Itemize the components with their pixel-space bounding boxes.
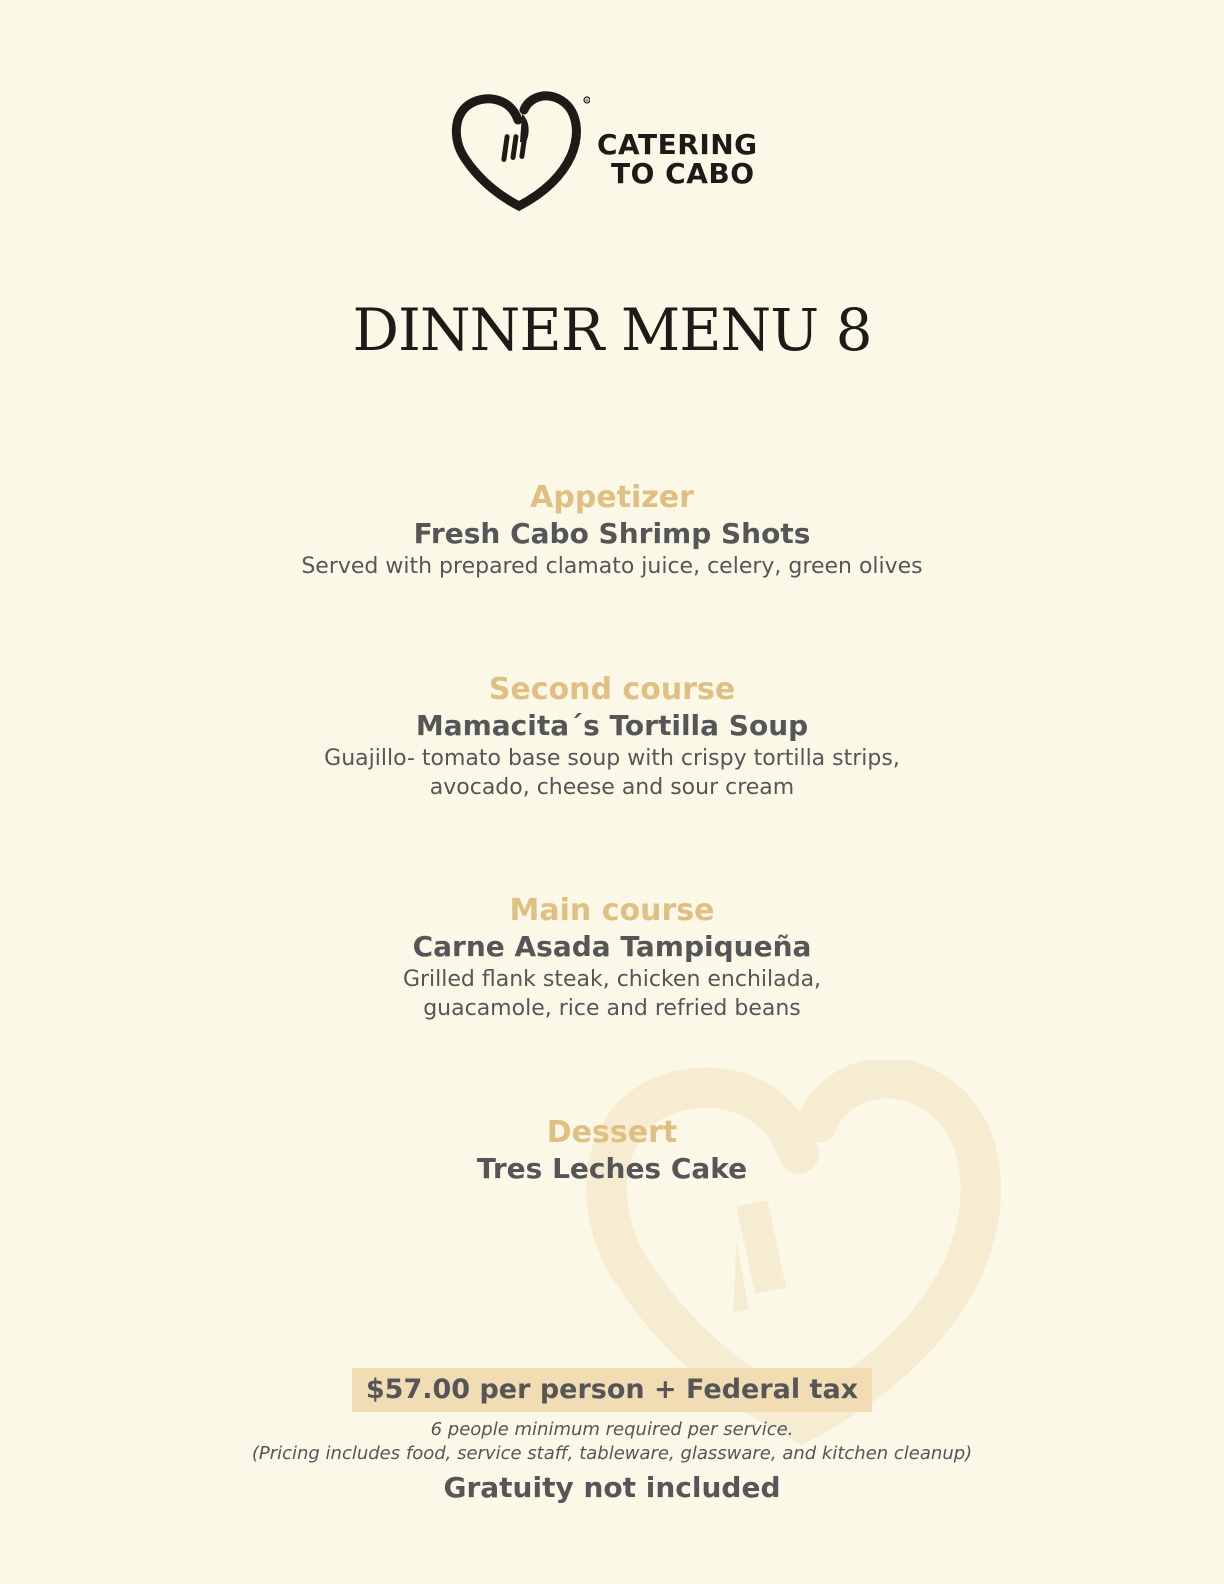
catering-to-cabo-logo [450,90,780,215]
dish-description: Grilled flank steak, chicken enchilada, [402,967,822,992]
brand-name-line2: TO CABO [611,157,755,190]
dish-name: Carne Asada Tampiqueña [412,930,812,963]
registered-mark: ® [584,99,590,104]
course-label: Main course [509,893,715,928]
price-per-person: $57.00 per person + Federal tax [352,1368,872,1412]
minimum-note: 6 people minimum required per service. [430,1419,794,1440]
brand-name-line1: CATERING [597,128,758,161]
course-label: Second course [488,672,736,707]
page-title: DINNER MENU 8 [352,296,872,364]
dish-description: avocado, cheese and sour cream [429,775,795,800]
pricing-section [0,1368,1224,1508]
dish-description: Served with prepared clamato juice, celery, green olives [301,554,923,579]
includes-note: (Pricing includes food, service staff, tableware, glassware, and kitchen cleanup) [251,1443,973,1464]
course-label: Appetizer [530,480,694,515]
dish-description: Guajillo- tomato base soup with crispy tortilla strips, [324,746,900,771]
dish-name: Fresh Cabo Shrimp Shots [413,517,811,550]
gratuity-note: Gratuity not included [443,1471,781,1504]
course-main [0,893,1224,1023]
heart-fork-logo-icon [450,90,590,215]
dish-name: Mamacita´s Tortilla Soup [415,709,809,742]
course-appetizer [0,480,1224,581]
dish-name: Tres Leches Cake [476,1152,748,1185]
course-label: Dessert [546,1115,678,1150]
course-second [0,672,1224,802]
dish-description: guacamole, rice and refried beans [423,996,801,1021]
course-dessert [0,1115,1224,1187]
